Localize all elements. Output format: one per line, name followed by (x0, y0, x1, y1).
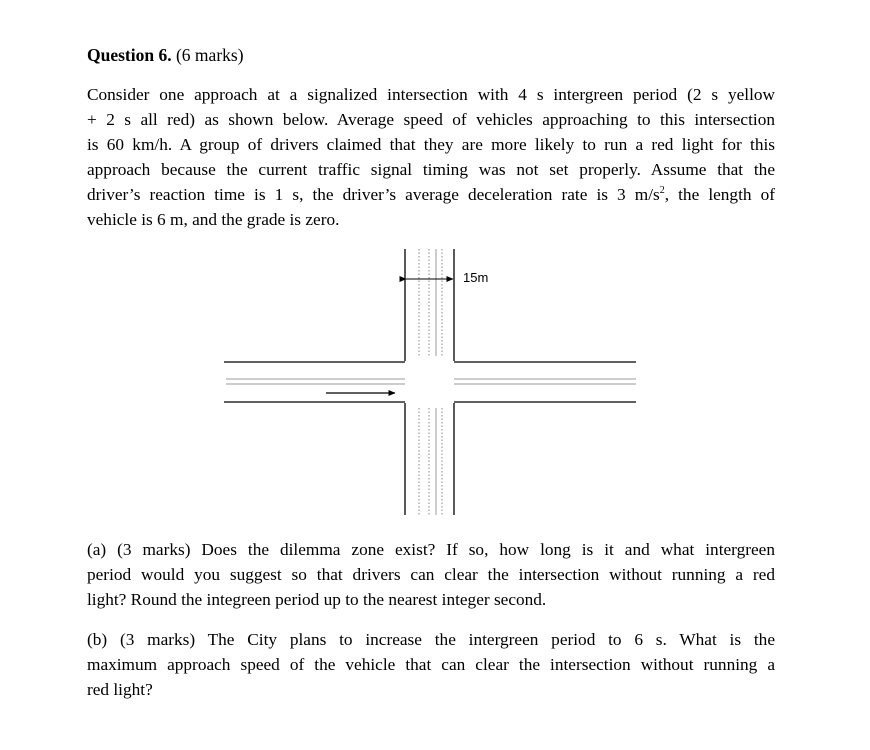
intro-line-4: approach because the current traffic signal timing was not set properly. Assume that the (87, 160, 775, 179)
intro-line-3: is 60 km/h. A group of drivers claimed that they are more likely to run a red light for this (87, 135, 775, 154)
part-a-paragraph (87, 537, 775, 612)
part-b-paragraph (87, 627, 775, 702)
part-a-line-2: period would you suggest so that drivers can clear the intersection without running a red (87, 565, 775, 584)
question-heading (87, 44, 244, 66)
intro-line-1: Consider one approach at a signalized intersection with 4 s intergreen period (2 s yellow (87, 85, 775, 104)
intersection-width-label: 15m (463, 270, 489, 285)
part-a-line-1: (a) (3 marks) Does the dilemma zone exist? If so, how long is it and what intergreen (87, 540, 775, 559)
intro-line-5-superscript: 2 (659, 185, 665, 197)
part-a-line-3: light? Round the integreen period up to the nearest integer second. (87, 590, 547, 609)
question-marks: (6 marks) (175, 45, 244, 65)
intro-line-6: vehicle is 6 m, and the grade is zero. (87, 210, 340, 229)
part-b-line-3: red light? (87, 680, 153, 699)
part-b-line-1: (b) (3 marks) The City plans to increase the intergreen period to 6 s. What is the (87, 630, 775, 649)
intro-line-2: + 2 s all red) as shown below. Average speed of vehicles approaching to this intersection (87, 110, 775, 129)
intro-line-5-tail: , the length of (664, 185, 775, 204)
question-title: Question 6. (87, 45, 172, 65)
intro-line-5-text: driver’s reaction time is 1 s, the driver’s average deceleration rate is 3 m/s (87, 185, 660, 204)
question-intro-paragraph (87, 82, 775, 232)
part-b-line-2: maximum approach speed of the vehicle that can clear the intersection without running a (87, 655, 775, 674)
intro-line-5 (87, 182, 775, 207)
